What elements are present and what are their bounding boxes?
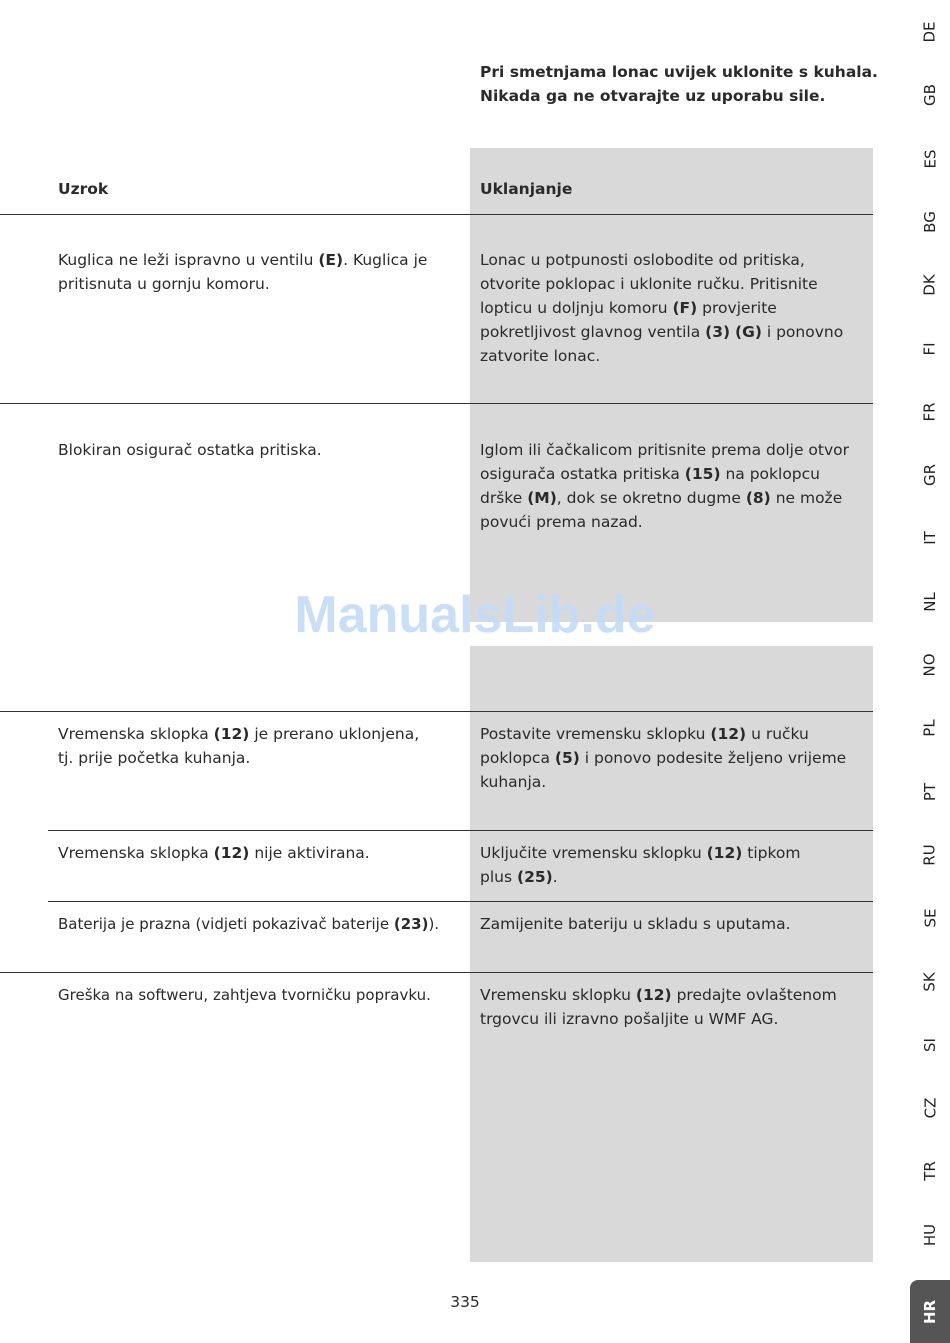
row-5-remedy: Zamijenite bateriju u skladu s uputama.: [480, 915, 791, 933]
language-tab-no[interactable]: [910, 645, 950, 685]
language-tab-de[interactable]: [910, 12, 950, 52]
language-tab-label: FR: [921, 402, 939, 422]
language-sidebar: [910, 0, 950, 1343]
language-tab-label: FI: [921, 341, 939, 356]
language-tab-label: SI: [920, 1037, 939, 1052]
table-rule: [0, 403, 873, 404]
row-1-cause: Kuglica ne leži ispravno u ventilu (E). Kuglica je pritisnuta u gornju komoru.: [58, 251, 428, 293]
language-tab-fr[interactable]: [910, 392, 950, 432]
language-tab-label: HR: [920, 1299, 939, 1324]
header-cause: Uzrok: [58, 180, 109, 198]
language-tab-label: PT: [921, 782, 939, 801]
language-tab-tr[interactable]: [910, 1151, 950, 1191]
language-tab-bg[interactable]: [910, 202, 950, 242]
language-tab-label: GB: [920, 84, 939, 107]
language-tab-dk[interactable]: [910, 265, 950, 305]
language-tab-label: SE: [921, 908, 939, 928]
language-tab-label: TR: [921, 1161, 939, 1182]
row-6-remedy: Vremensku sklopku (12) predajte ovlaštenom trgovcu ili izravno pošaljite u WMF AG.: [480, 986, 837, 1028]
language-tab-pt[interactable]: [910, 772, 950, 812]
row-4-cause: Vremenska sklopka (12) nije aktivirana.: [58, 844, 370, 862]
language-tab-fi[interactable]: [910, 329, 950, 369]
language-tab-label: GR: [920, 464, 939, 487]
language-tab-label: NL: [920, 591, 939, 612]
table-rule: [48, 901, 873, 902]
warning-line-2: Nikada ga ne otvarajte uz uporabu sile.: [480, 87, 826, 105]
row-3-remedy: Postavite vremensku sklopku (12) u ručku poklopca (5) i ponovo podesite željeno vrijeme kuhanja.: [480, 725, 847, 791]
remedy-column-background-top: [470, 148, 873, 622]
page-number: 335: [450, 1293, 480, 1311]
watermark: ManualsLib.de: [294, 586, 656, 644]
table-rule: [0, 972, 873, 973]
language-tab-gr[interactable]: [910, 455, 950, 495]
language-tab-es[interactable]: [910, 139, 950, 179]
language-tab-label: RU: [921, 844, 939, 866]
language-tab-ru[interactable]: [910, 835, 950, 875]
language-tab-label: DE: [921, 21, 939, 43]
language-tab-si[interactable]: [910, 1025, 950, 1065]
row-2-remedy: Iglom ili čačkalicom pritisnite prema dolje otvor osigurača ostatka pritiska (15) na poklopcu drške (M), dok se okretno dugme (8) ne može povući prema nazad.: [480, 441, 850, 531]
language-tab-hu[interactable]: [910, 1215, 950, 1255]
row-5-cause: Baterija je prazna (vidjeti pokazivač baterije (23)).: [58, 915, 440, 933]
language-tab-cz[interactable]: [910, 1088, 950, 1128]
language-tab-it[interactable]: [910, 518, 950, 558]
row-4-remedy: Uključite vremensku sklopku (12) tipkom plus (25).: [480, 844, 801, 886]
warning-text: [480, 60, 880, 108]
language-tab-label: ES: [921, 149, 939, 169]
language-tab-label: BG: [921, 211, 939, 233]
table-rule: [0, 214, 873, 215]
language-tab-label: CZ: [921, 1097, 939, 1119]
language-tab-nl[interactable]: [910, 582, 950, 622]
language-tab-se[interactable]: [910, 898, 950, 938]
language-tab-label: NO: [921, 653, 939, 677]
language-tab-label: PL: [921, 719, 939, 737]
table-rule: [0, 711, 873, 712]
language-tab-pl[interactable]: [910, 708, 950, 748]
row-3-cause: Vremenska sklopka (12) je prerano uklonjena, tj. prije početka kuhanja.: [58, 725, 420, 767]
row-6-cause: Greška na softweru, zahtjeva tvorničku popravku.: [58, 986, 431, 1004]
language-tab-label: HU: [920, 1223, 939, 1246]
language-tab-label: SK: [920, 971, 939, 992]
table-rule: [48, 830, 873, 831]
warning-line-1: Pri smetnjama lonac uvijek uklonite s kuhala.: [480, 63, 878, 81]
language-tab-hr[interactable]: [910, 1280, 950, 1343]
header-remedy: Uklanjanje: [480, 180, 573, 198]
language-tab-sk[interactable]: [910, 962, 950, 1002]
language-tab-gb[interactable]: [910, 75, 950, 115]
row-2-cause: Blokiran osigurač ostatka pritiska.: [58, 441, 322, 459]
language-tab-label: DK: [920, 274, 939, 296]
language-tab-label: IT: [921, 531, 939, 546]
row-1-remedy: Lonac u potpunosti oslobodite od pritiska, otvorite poklopac i uklonite ručku. Pritisnite lopticu u doljnju komoru (F) provjerite pokretljivost glavnog ventila (3) (G) i ponovno zatvorite lonac.: [480, 251, 844, 365]
